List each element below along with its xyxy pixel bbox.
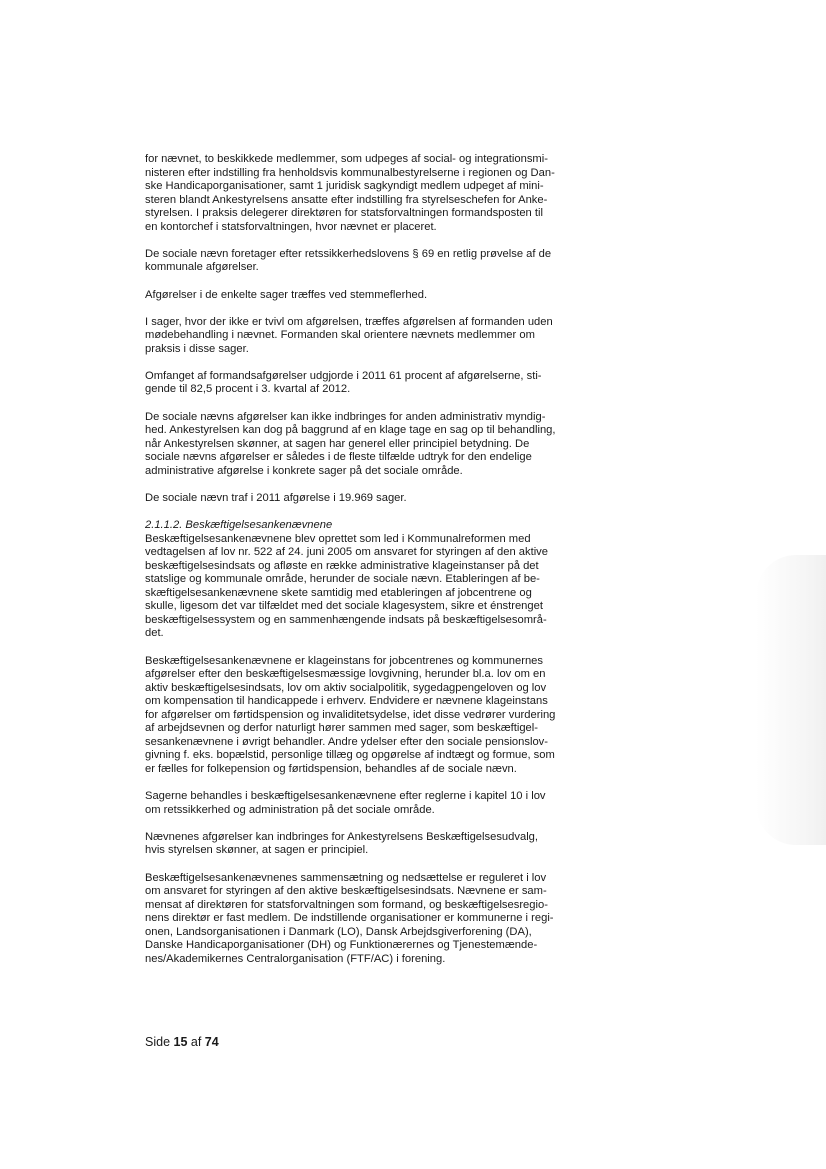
current-page: 15 [173,1035,188,1049]
paragraph: Afgørelser i de enkelte sager træffes ved stemmeflerhed. [145,288,428,301]
body-text [145,153,595,980]
paragraph: De sociale nævns afgørelser kan ikke indbringes for anden administrativ myndig- hed. Ankestyrelsen kan dog på baggrund af en klage tage en sag op til behandling, når Ankestyrelsen skønner, at sagen har generel eller principiel betydning. De sociale nævns afgørelser er således i de fleste tilfælde udtryk for den endelige administrative afgørelse i konkrete sager på det sociale område. [145,410,556,477]
page-separator: af [187,1035,205,1049]
paragraph: Beskæftigelsesankenævnene er klageinstans for jobcentrenes og kommunernes afgørelser efter den beskæftigelsesmæssige lovgivning, herunder bl.a. lov om en aktiv beskæftigelsesindsats, lov om aktiv socialpolitik, sygedagpengeloven og lov om kompensation til handicappede i erhverv. Endvidere er nævnene klageinstans for afgørelser om førtidspension og invaliditetsydelse, idet disse vedrører vurdering af arbejdsevnen og derfor naturligt hører sammen med sager, som beskæftigel- sesankenævnene i øvrigt behandler. Andre ydelser efter den sociale pensionslov- givning f. eks. bopælstid, personlige tillæg og opgørelse af indtægt og formue, som er fælles for folkepension og førtidspension, behandles af de sociale nævn. [145,654,556,775]
total-pages: 74 [204,1035,219,1049]
paragraph: Sagerne behandles i beskæftigelsesankenævnene efter reglerne i kapitel 10 i lov om retssikkerhed og administration på det sociale område. [145,790,546,816]
page-prefix: Side [145,1035,174,1049]
paragraph: De sociale nævn foretager efter retssikkerhedslovens § 69 en retlig prøvelse af de kommunale afgørelser. [145,247,552,274]
section-heading: 2.1.1.2. Beskæftigelsesankenævnene [145,519,333,532]
paragraph: Nævnenes afgørelser kan indbringes for Ankestyrelsens Beskæftigelsesudvalg, hvis styrelsen skønner, at sagen er principiel. [145,830,539,857]
paragraph: for nævnet, to beskikkede medlemmer, som udpeges af social- og integrationsmi- nisteren efter indstilling fra henholdsvis kommunalbestyrelserne i regionen og Dan- ske Handicaporganisationer, samt 1 juridisk sagkyndigt medlem udpeget af mini- steren blandt Ankestyrelsens ansatte efter indstilling fra styrelseschefen for Anke- styrelsen. I praksis delegerer direktøren for statsforvaltningen formandsposten til en kontorchef i statsforvaltningen, hvor nævnet er placeret. [145,153,555,233]
paragraph: Beskæftigelsesankenævnene blev oprettet som led i Kommunalreformen med vedtagelsen af lov nr. 522 af 24. juni 2005 om ansvaret for styringen af den aktive beskæftigelsesindsats og afløste en række administrative klageinstanser på det statslige og kommunale område, herunder de sociale nævn. Etableringen af be- skæftigelsesankenævnene skete samtidig med etableringen af jobcentrene og skulle, ligesom det var tilfældet med det sociale klagesystem, sikre et énstrenget beskæftigelsessystem og en sammenhængende indsats på beskæftigelsesområ- det. [145,532,549,640]
paragraph: I sager, hvor der ikke er tvivl om afgørelsen, træffes afgørelsen af formanden uden mødebehandling i nævnet. Formanden skal orientere nævnets medlemmer om praksis i disse sager. [145,315,553,355]
paragraph: Beskæftigelsesankenævnenes sammensætning og nedsættelse er reguleret i lov om ansvaret for styringen af den aktive beskæftigelsesindsats. Nævnene er sam- mensat af direktøren for statsforvaltningen som formand, og beskæftigelsesregio- nens direktør er fast medlem. De indstillende organisationer er kommunerne i regi- onen, Landsorganisationen i Danmark (LO), Dansk Arbejdsgiverforening (DA), Danske Handicaporganisationer (DH) og Funktionærernes og Tjenestemænde- nes/Akademikernes Centralorganisation (FTF/AC) i forening. [145,871,554,965]
scan-edge-shadow [756,555,826,845]
paragraph: De sociale nævn traf i 2011 afgørelse i 19.969 sager. [145,491,407,504]
paragraph: Omfanget af formandsafgørelser udgjorde i 2011 61 procent af afgørelserne, sti- gende til 82,5 procent i 3. kvartal af 2012. [145,369,542,396]
page-number [145,1035,219,1050]
